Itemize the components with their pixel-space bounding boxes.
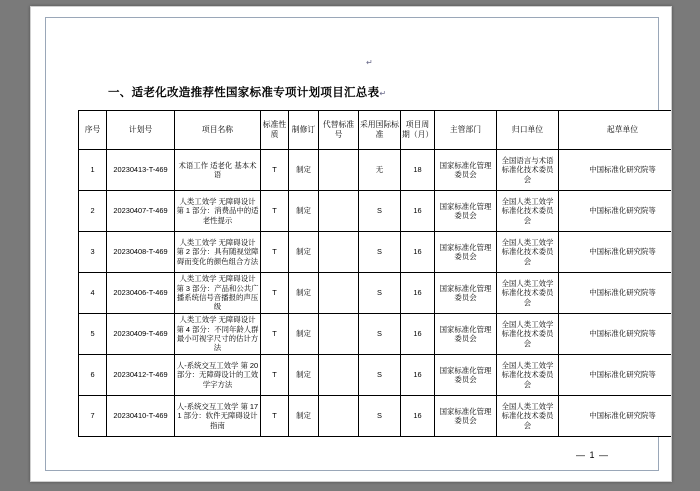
cell-replaced <box>319 273 359 314</box>
page-title <box>108 84 386 100</box>
cell-project-name: 人类工效学 无障碍设计 第 3 部分：产品和公共广播系统信号音播报的声压级 <box>175 273 261 314</box>
cell-nature: T <box>261 150 289 191</box>
cell-authority: 国家标准化管理委员会 <box>435 191 497 232</box>
header-authority: 主管部门 <box>435 111 497 150</box>
cell-authority: 国家标准化管理委员会 <box>435 273 497 314</box>
cell-nature: T <box>261 191 289 232</box>
cell-issuing: 全国人类工效学标准化技术委员会 <box>497 314 559 355</box>
cell-period: 16 <box>401 396 435 437</box>
cell-authority: 国家标准化管理委员会 <box>435 150 497 191</box>
cell-period: 16 <box>401 314 435 355</box>
cell-authority: 国家标准化管理委员会 <box>435 232 497 273</box>
header-revision: 制修订 <box>289 111 319 150</box>
cell-drafting: 中国标准化研究院等 <box>559 232 673 273</box>
cell-drafting: 中国标准化研究院等 <box>559 273 673 314</box>
cell-plan-no: 20230409-T-469 <box>107 314 175 355</box>
cell-issuing: 全国人类工效学标准化技术委员会 <box>497 355 559 396</box>
cell-issuing: 全国人类工效学标准化技术委员会 <box>497 396 559 437</box>
cell-drafting: 中国标准化研究院等 <box>559 355 673 396</box>
cell-no: 6 <box>79 355 107 396</box>
cell-no: 5 <box>79 314 107 355</box>
cell-nature: T <box>261 396 289 437</box>
cell-period: 16 <box>401 273 435 314</box>
cell-issuing: 全国语言与术语标准化技术委员会 <box>497 150 559 191</box>
cell-adopted: S <box>359 314 401 355</box>
cell-adopted: S <box>359 355 401 396</box>
cell-issuing: 全国人类工效学标准化技术委员会 <box>497 191 559 232</box>
table-row <box>79 150 673 191</box>
document-page <box>30 6 672 482</box>
page-border <box>45 17 659 471</box>
header-nature: 标准性质 <box>261 111 289 150</box>
table-row <box>79 273 673 314</box>
cell-adopted: S <box>359 396 401 437</box>
cell-authority: 国家标准化管理委员会 <box>435 396 497 437</box>
table-header-row <box>79 111 673 150</box>
table-row <box>79 314 673 355</box>
cell-replaced <box>319 355 359 396</box>
cell-plan-no: 20230407-T-469 <box>107 191 175 232</box>
page-title-text: 一、适老化改造推荐性国家标准专项计划项目汇总表 <box>108 87 380 99</box>
cell-revision: 制定 <box>289 273 319 314</box>
cell-project-name: 人-系统交互工效学 第 20 部分：无障碍设计的工效学字方法 <box>175 355 261 396</box>
header-replaced-standard: 代替标准号 <box>319 111 359 150</box>
cell-replaced <box>319 150 359 191</box>
cell-drafting: 中国标准化研究院等 <box>559 191 673 232</box>
page-number: — 1 — <box>576 450 610 460</box>
cell-authority: 国家标准化管理委员会 <box>435 355 497 396</box>
cell-adopted: 无 <box>359 150 401 191</box>
cell-issuing: 全国人类工效学标准化技术委员会 <box>497 232 559 273</box>
cell-revision: 制定 <box>289 232 319 273</box>
cell-no: 1 <box>79 150 107 191</box>
cell-drafting: 中国标准化研究院等 <box>559 314 673 355</box>
cell-drafting: 中国标准化研究院等 <box>559 396 673 437</box>
cell-revision: 制定 <box>289 191 319 232</box>
header-issuing-unit: 归口单位 <box>497 111 559 150</box>
cell-drafting: 中国标准化研究院等 <box>559 150 673 191</box>
cell-plan-no: 20230408-T-469 <box>107 232 175 273</box>
cell-plan-no: 20230413-T-469 <box>107 150 175 191</box>
cell-adopted: S <box>359 273 401 314</box>
cell-revision: 制定 <box>289 150 319 191</box>
cell-no: 2 <box>79 191 107 232</box>
paragraph-mark-top: ↵ <box>366 58 373 67</box>
cell-nature: T <box>261 273 289 314</box>
header-plan-no: 计划号 <box>107 111 175 150</box>
table-row <box>79 396 673 437</box>
cell-project-name: 人类工效学 无障碍设计 第 2 部分：具有随视觉障碍而变化的颜色组合方法 <box>175 232 261 273</box>
cell-project-name: 术语工作 适老化 基本术语 <box>175 150 261 191</box>
cell-no: 7 <box>79 396 107 437</box>
cell-nature: T <box>261 355 289 396</box>
cell-adopted: S <box>359 232 401 273</box>
cell-revision: 制定 <box>289 355 319 396</box>
cell-replaced <box>319 314 359 355</box>
cell-no: 4 <box>79 273 107 314</box>
cell-period: 16 <box>401 232 435 273</box>
cell-revision: 制定 <box>289 396 319 437</box>
cell-plan-no: 20230412-T-469 <box>107 355 175 396</box>
cell-plan-no: 20230410-T-469 <box>107 396 175 437</box>
cell-project-name: 人类工效学 无障碍设计 第 1 部分：消费品中的适老性提示 <box>175 191 261 232</box>
table-row <box>79 355 673 396</box>
cell-replaced <box>319 191 359 232</box>
cell-nature: T <box>261 314 289 355</box>
cell-replaced <box>319 232 359 273</box>
header-no: 序号 <box>79 111 107 150</box>
cell-revision: 制定 <box>289 314 319 355</box>
cell-plan-no: 20230406-T-469 <box>107 273 175 314</box>
cell-nature: T <box>261 232 289 273</box>
cell-period: 18 <box>401 150 435 191</box>
table-body <box>79 150 673 437</box>
cell-adopted: S <box>359 191 401 232</box>
cell-issuing: 全国人类工效学标准化技术委员会 <box>497 273 559 314</box>
table-row <box>79 232 673 273</box>
paragraph-mark-title: ↵ <box>379 89 387 98</box>
cell-period: 16 <box>401 355 435 396</box>
cell-period: 16 <box>401 191 435 232</box>
cell-no: 3 <box>79 232 107 273</box>
cell-replaced <box>319 396 359 437</box>
cell-project-name: 人类工效学 无障碍设计 第 4 部分：不同年龄人群最小可视字尺寸的估计方法 <box>175 314 261 355</box>
cell-authority: 国家标准化管理委员会 <box>435 314 497 355</box>
header-drafting-unit: 起草单位 <box>559 111 673 150</box>
table-row <box>79 191 673 232</box>
header-adopted-international: 采用国际标准 <box>359 111 401 150</box>
header-project-name: 项目名称 <box>175 111 261 150</box>
cell-project-name: 人-系统交互工效学 第 171 部分：软件无障碍设计指南 <box>175 396 261 437</box>
header-period: 项目周期（月） <box>401 111 435 150</box>
standards-plan-table <box>78 110 672 437</box>
